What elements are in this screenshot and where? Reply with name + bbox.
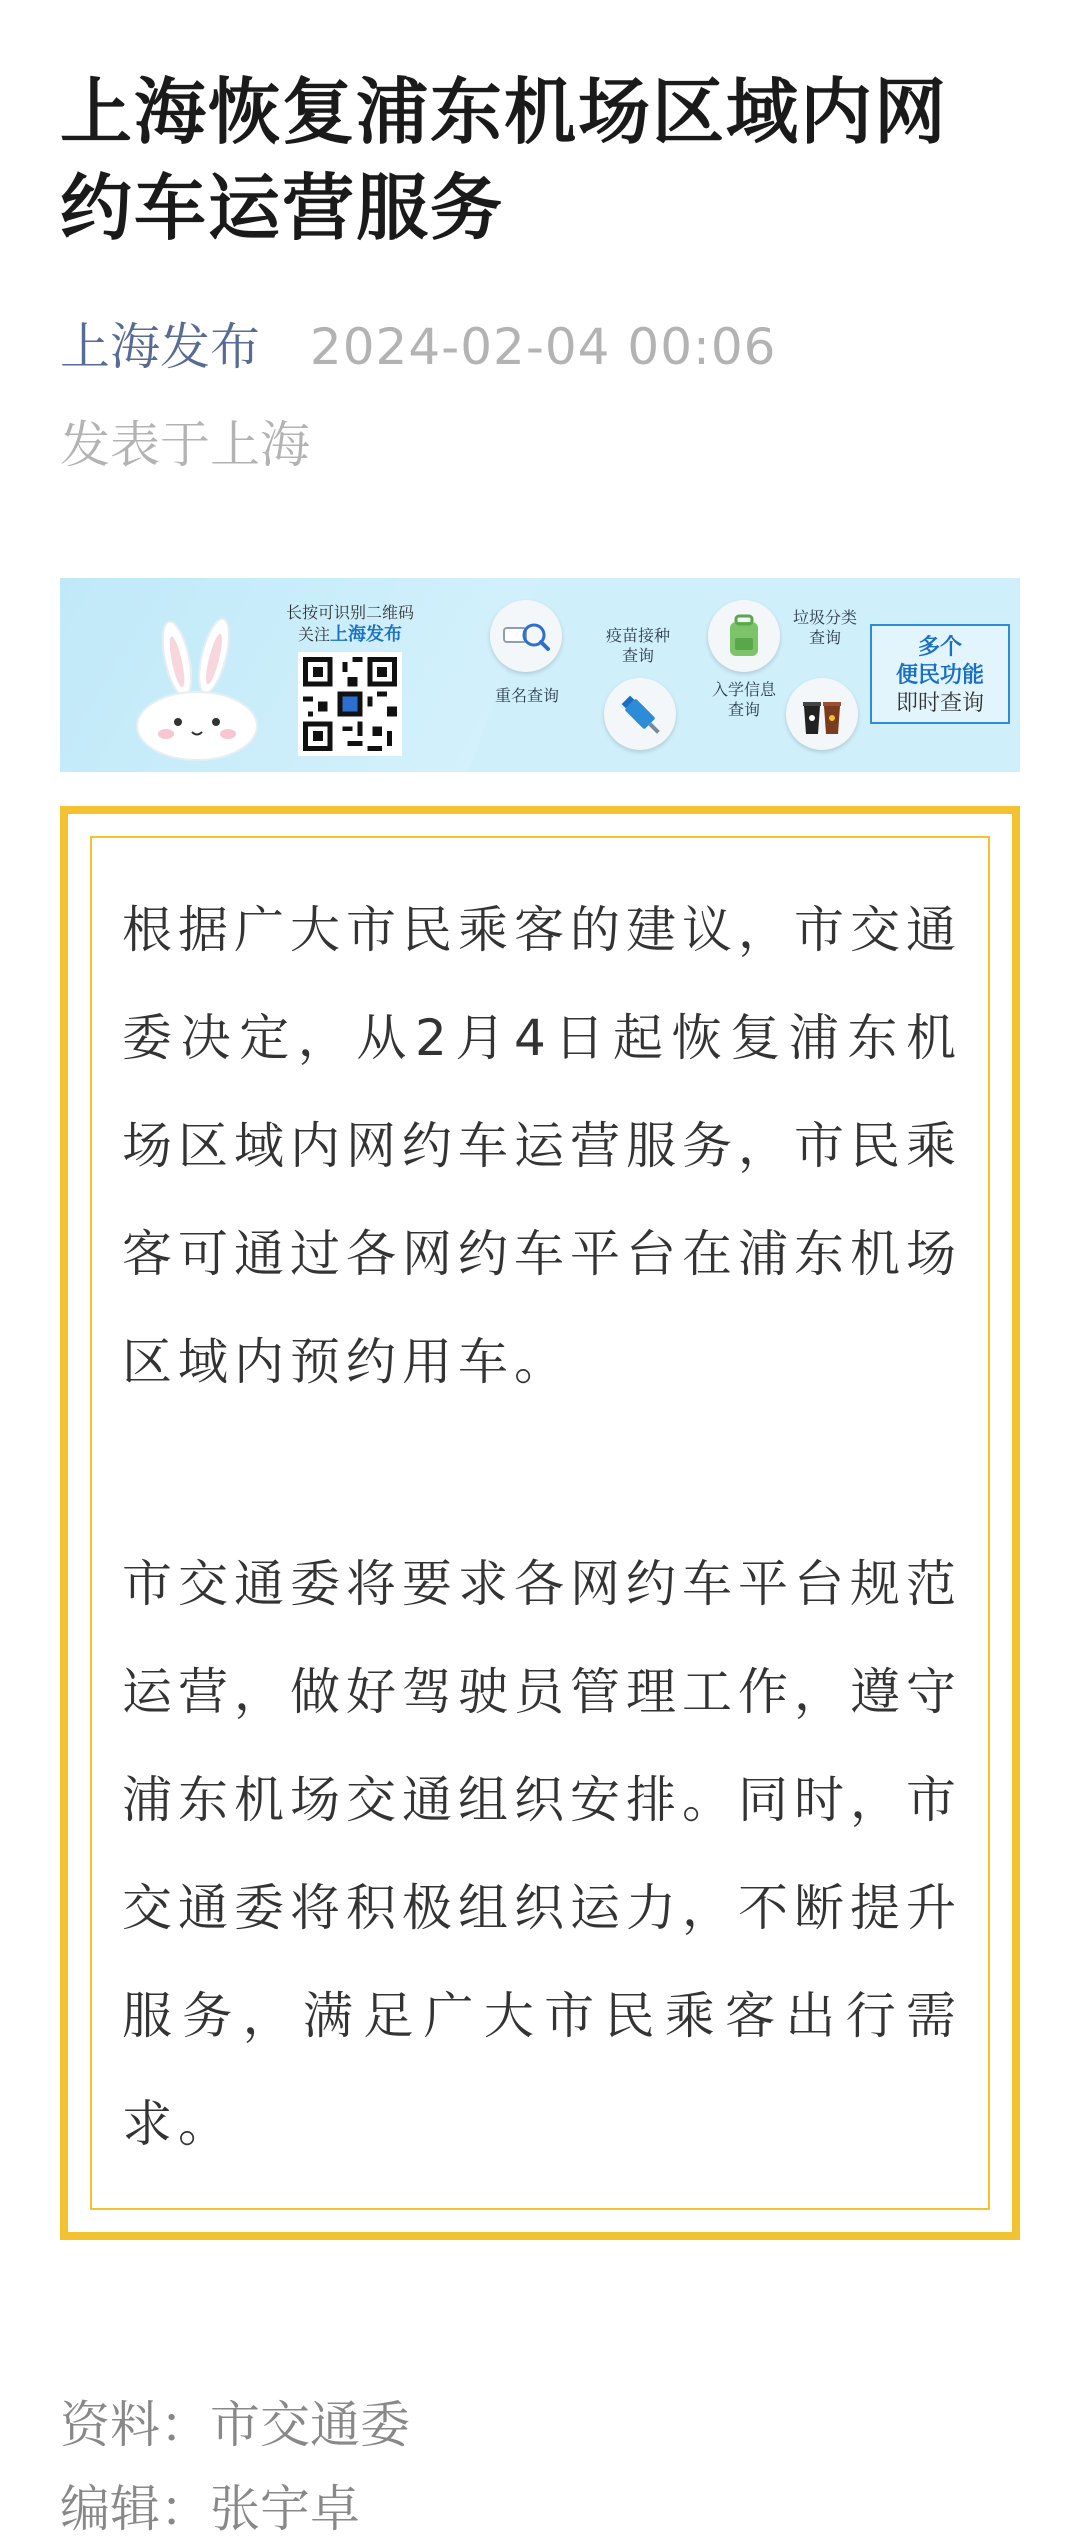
publish-time: 2024-02-04 00:06 <box>309 318 777 376</box>
service-label-enrollment: 入学信息 查询 <box>711 680 776 719</box>
article-title: 上海恢复浦东机场区域内网约车运营服务 <box>60 70 949 250</box>
syringe-icon[interactable] <box>604 678 676 750</box>
publish-location: 发表于上海 <box>60 416 310 474</box>
service-label-garbage: 垃圾分类 查询 <box>792 608 857 647</box>
magnifier-icon[interactable] <box>490 600 562 672</box>
promo-banner[interactable] <box>60 578 1020 772</box>
qr-caption-line2: 关注上海发布 <box>297 624 402 645</box>
qr-code-icon[interactable] <box>298 652 402 756</box>
footer-source: 资料：市交通委 <box>60 2396 410 2454</box>
bunny-mascot-icon <box>122 614 272 764</box>
article-meta <box>60 312 776 382</box>
footer-editor: 编辑：张宇卓 <box>60 2480 360 2538</box>
convenience-functions-button[interactable]: 多个 便民功能 即时查询 <box>870 624 1010 724</box>
service-label-rename: 重名查询 <box>494 686 559 705</box>
article-paragraph-1: 根据广大市民乘客的建议，市交通委决定，从2月4日起恢复浦东机场区域内网约车运营服务，市民乘客可通过各网约车平台在浦东机场区域内预约用车。 <box>122 901 962 1391</box>
qr-caption-line1: 长按可识别二维码 <box>285 603 414 622</box>
article-paragraph-2: 市交通委将要求各网约车平台规范运营，做好驾驶员管理工作，遵守浦东机场交通组织安排。同时，市交通委将积极组织运力，不断提升服务，满足广大市民乘客出行需求。 <box>122 1555 962 2153</box>
qr-caption <box>270 602 430 646</box>
service-label-vaccine: 疫苗接种 查询 <box>605 626 670 665</box>
author-link[interactable]: 上海发布 <box>60 318 260 376</box>
trash-bins-icon[interactable] <box>786 678 858 750</box>
